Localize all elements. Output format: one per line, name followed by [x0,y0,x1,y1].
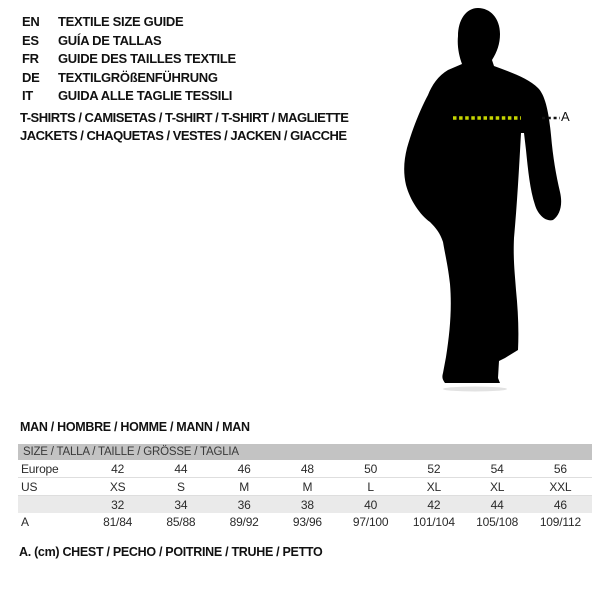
language-label: TEXTILGRÖßENFÜHRUNG [58,69,218,85]
size-cell: 101/104 [412,514,455,529]
size-cell: 50 [364,461,378,476]
language-label: TEXTILE SIZE GUIDE [58,14,184,29]
section-title-man: MAN / HOMBRE / HOMME / MANN / MAN [20,420,250,434]
size-cell: 46 [553,497,567,512]
language-row-it [22,87,236,106]
size-cell: 36 [237,497,251,512]
size-table-header: SIZE / TALLA / TAILLE / GRÖSSE / TAGLIA [18,444,592,460]
size-table-row-europe [18,460,592,478]
size-cell: 54 [490,461,504,476]
language-list [22,13,236,106]
size-cell: 32 [111,497,125,512]
row-label: A [21,514,29,529]
size-cell: 44 [490,497,504,512]
size-cell: 56 [553,461,567,476]
size-cell: 34 [174,497,188,512]
language-label: GUÍA DE TALLAS [58,32,162,48]
size-table-row-numeric [18,496,592,513]
size-cell: XXL [549,479,572,494]
size-cell: 48 [300,461,314,476]
size-cell: L [367,479,374,494]
size-cell: 93/96 [292,514,322,529]
size-cell: S [176,479,185,494]
man-silhouette-image [400,5,600,395]
man-silhouette-figure [400,5,600,395]
size-cell: 42 [427,497,441,512]
language-label: GUIDA ALLE TAGLIE TESSILI [58,88,233,103]
size-cell: 40 [364,497,378,512]
size-cell: 81/84 [103,514,133,529]
language-code: FR [22,51,39,66]
language-label: GUIDE DES TAILLES TEXTILE [58,51,236,66]
size-cell: 44 [174,461,188,476]
language-row-fr [22,50,236,69]
language-code: IT [22,88,33,103]
category-line: T-SHIRTS / CAMISETAS / T-SHIRT / T-SHIRT / MAGLIETTE [20,110,349,125]
language-row-en [22,13,236,32]
size-cell: XL [426,479,442,494]
size-cell: 46 [237,461,251,476]
size-cell: 105/108 [476,514,519,529]
size-cell: XS [109,479,126,494]
size-table-row-us [18,478,592,496]
size-cell: M [239,479,250,494]
size-table-row-a [18,513,592,530]
language-code: ES [22,32,39,48]
size-cell: 89/92 [229,514,259,529]
size-table [18,444,592,530]
size-cell: 42 [111,461,125,476]
size-cell: M [302,479,313,494]
size-cell: 85/88 [166,514,196,529]
size-table-body [18,460,592,530]
ground-shadow [443,387,507,392]
size-cell: 52 [427,461,441,476]
language-code: DE [22,69,40,85]
body-silhouette-path [404,8,561,383]
size-cell: 109/112 [539,514,581,529]
language-row-de [22,69,236,88]
category-line: JACKETS / CHAQUETAS / VESTES / JACKEN / GIACCHE [20,127,347,143]
size-cell: XL [489,479,505,494]
size-cell: 38 [300,497,314,512]
language-row-es [22,32,236,51]
size-cell: 97/100 [352,514,389,529]
row-label: Europe [21,461,59,476]
measurement-footnote: A. (cm) CHEST / PECHO / POITRINE / TRUHE / PETTO [19,545,323,559]
row-label: US [21,479,38,494]
language-code: EN [22,14,40,29]
measurement-label-a: A [561,109,570,124]
category-list [20,109,348,144]
